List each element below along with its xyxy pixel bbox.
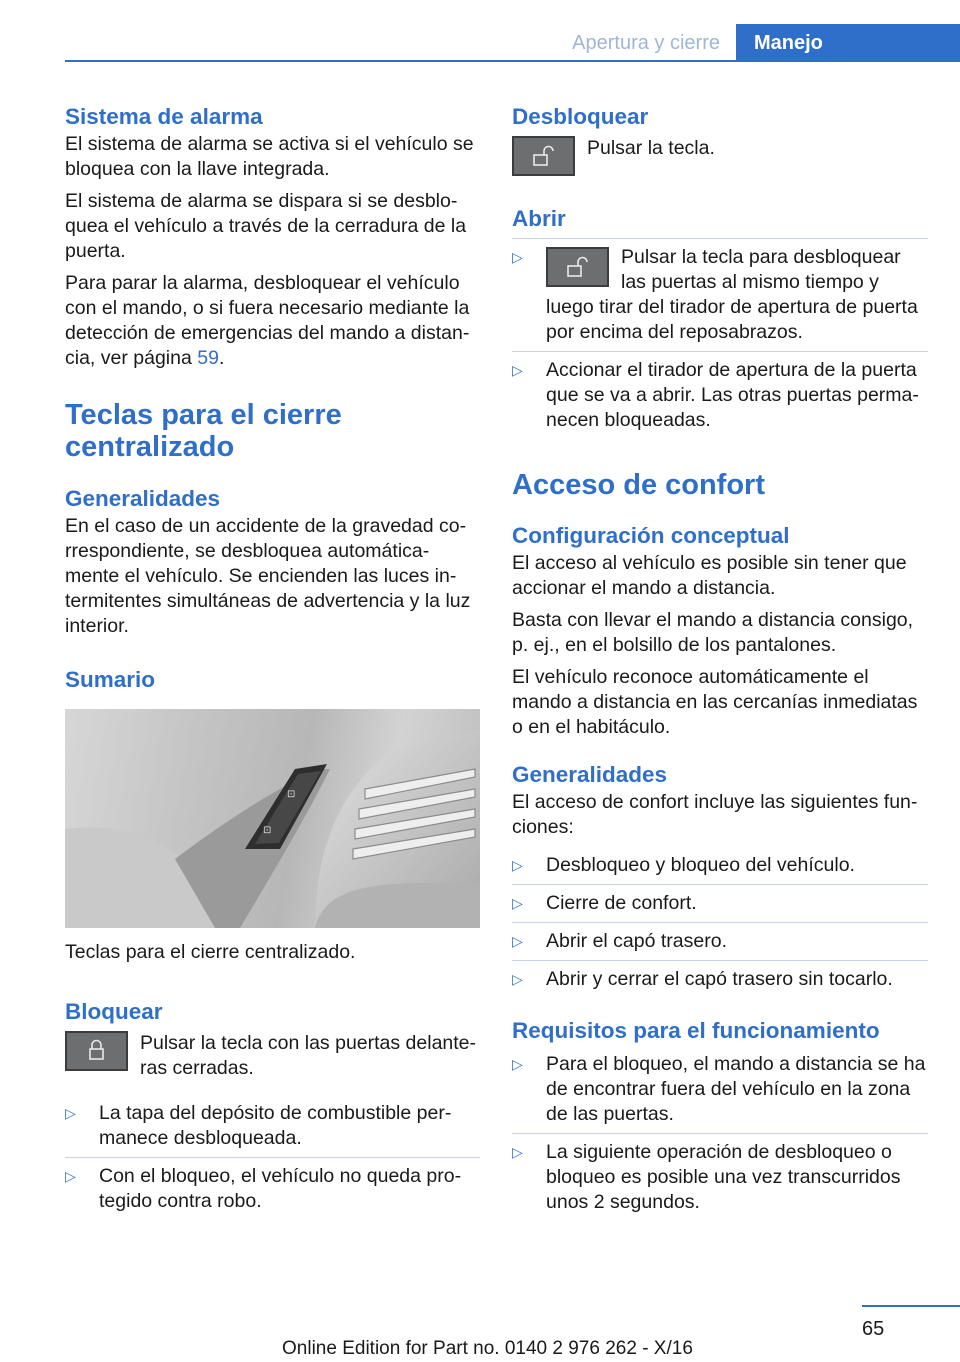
lock-key-button — [65, 1031, 128, 1071]
list-item: ▷ La siguiente operación de desbloqueo o bloqueo es posible una vez transcurridos unos 2 segundos. — [512, 1133, 928, 1221]
triangle-right-icon: ▷ — [512, 933, 523, 949]
alarm-paragraph-1: El sistema de alarma se activa si el vehículo se bloquea con la llave integrada. — [65, 133, 474, 180]
left-column — [65, 102, 480, 1220]
edition-line: Online Edition for Part no. 0140 2 976 262 - X/16 — [282, 1338, 693, 1359]
page-number: 65 — [862, 1318, 885, 1340]
page-header — [0, 0, 960, 64]
unlock-heading: Desbloquear — [512, 104, 649, 129]
list-item: ▷ Para el bloqueo, el mando a distancia se ha de encontrar fuera del vehículo en la zona de las puertas. — [512, 1053, 926, 1125]
general-paragraph-right: El acceso de confort incluye las siguientes fun‐ciones: — [512, 791, 918, 838]
concept-heading: Configuración conceptual — [512, 523, 790, 548]
alarm-paragraph-3: Para parar la alarma, desbloquear el vehículo con el mando, o si fuera necesario mediante la detección de emergencias del mando a distan‐cia, ver página 59. — [65, 272, 470, 369]
unlock-key-button — [512, 136, 575, 176]
general-heading-right: Generalidades — [512, 762, 668, 787]
list-item: ▷ Desbloqueo y bloqueo del vehículo. — [512, 854, 855, 876]
footer-rule — [862, 1305, 960, 1307]
list-item: ▷ Con el bloqueo, el vehículo no queda pro‐tegido contra robo. — [65, 1157, 480, 1220]
comfort-heading: Acceso de confort — [512, 469, 765, 501]
lock-open-icon — [548, 249, 607, 285]
header-chapter-tab: Manejo — [736, 24, 960, 62]
summary-heading: Sumario — [65, 667, 156, 692]
unlock-key-text: Pulsar la tecla. — [587, 137, 715, 159]
triangle-right-icon: ▷ — [512, 249, 523, 265]
lock-open-icon — [514, 138, 573, 174]
door-panel-illustration — [65, 709, 480, 928]
lock-bullet-list — [65, 1095, 480, 1220]
triangle-right-icon: ▷ — [512, 857, 523, 873]
list-item: ▷ La tapa del depósito de combustible per‐manece desbloqueada. — [65, 1102, 452, 1149]
open-heading: Abrir — [512, 206, 566, 231]
triangle-right-icon: ▷ — [65, 1168, 76, 1184]
header-section-title: Apertura y cierre — [572, 32, 720, 54]
lock-key-text: Pulsar la tecla con las puertas delante‐ras cerradas. — [140, 1032, 477, 1079]
general-paragraph-left: En el caso de un accidente de la gravedad co‐rrespondiente, se desbloquea automática‐mente el vehículo. Se encienden las luces in‐termitentes simultáneas de advertencia y la luz interior. — [65, 515, 471, 637]
svg-text:⊡: ⊡ — [263, 825, 272, 836]
general-bullet-list — [512, 847, 928, 998]
keys-heading: Teclas para el cierre centralizado — [65, 399, 342, 463]
triangle-right-icon: ▷ — [512, 895, 523, 911]
list-item: ▷ Cierre de confort. — [512, 884, 928, 922]
photo-caption: Teclas para el cierre centralizado. — [65, 941, 356, 963]
requirements-heading: Requisitos para el funcionamiento — [512, 1018, 880, 1043]
svg-text:⊡: ⊡ — [287, 789, 296, 800]
triangle-right-icon: ▷ — [512, 1144, 523, 1160]
unlock-key-row — [512, 136, 928, 176]
open-bullet-list — [512, 238, 928, 439]
concept-paragraph-2: Basta con llevar el mando a distancia consigo, p. ej., en el bolsillo de los pantalones. — [512, 609, 914, 656]
triangle-right-icon: ▷ — [512, 362, 523, 378]
triangle-right-icon: ▷ — [512, 971, 523, 987]
unlock-key-button-inline — [546, 247, 609, 287]
general-heading-left: Generalidades — [65, 486, 221, 511]
right-column — [512, 102, 928, 1221]
requirements-bullet-list — [512, 1046, 928, 1221]
list-item: ▷ Abrir y cerrar el capó trasero sin tocarlo. — [512, 960, 928, 998]
lock-key-row — [65, 1031, 480, 1081]
list-item: ▷ Accionar el tirador de apertura de la puerta que se va a abrir. Las otras puertas perma‐necen bloqueadas. — [512, 351, 928, 439]
list-item: ▷ Pulsar la tecla para desbloquear las puertas al mismo tiempo y luego tirar del tirador de apertura de puerta por encima del reposabrazos. — [512, 238, 928, 351]
lock-heading: Bloquear — [65, 999, 163, 1024]
door-panel-photo — [65, 709, 480, 928]
alarm-paragraph-2: El sistema de alarma se dispara si se desblo‐quea el vehículo a través de la cerradura de la puerta. — [65, 190, 467, 262]
concept-paragraph-1: El acceso al vehículo es posible sin tener que accionar el mando a distancia. — [512, 552, 907, 599]
lock-closed-icon — [67, 1033, 126, 1069]
list-item: ▷ Abrir el capó trasero. — [512, 922, 928, 960]
triangle-right-icon: ▷ — [512, 1056, 523, 1072]
concept-paragraph-3: El vehículo reconoce automáticamente el mando a distancia en las cercanías inmediatas o en el habitáculo. — [512, 666, 918, 738]
header-rule — [65, 60, 960, 62]
page-link[interactable]: 59 — [197, 347, 219, 369]
alarm-heading: Sistema de alarma — [65, 104, 263, 129]
triangle-right-icon: ▷ — [65, 1105, 76, 1121]
